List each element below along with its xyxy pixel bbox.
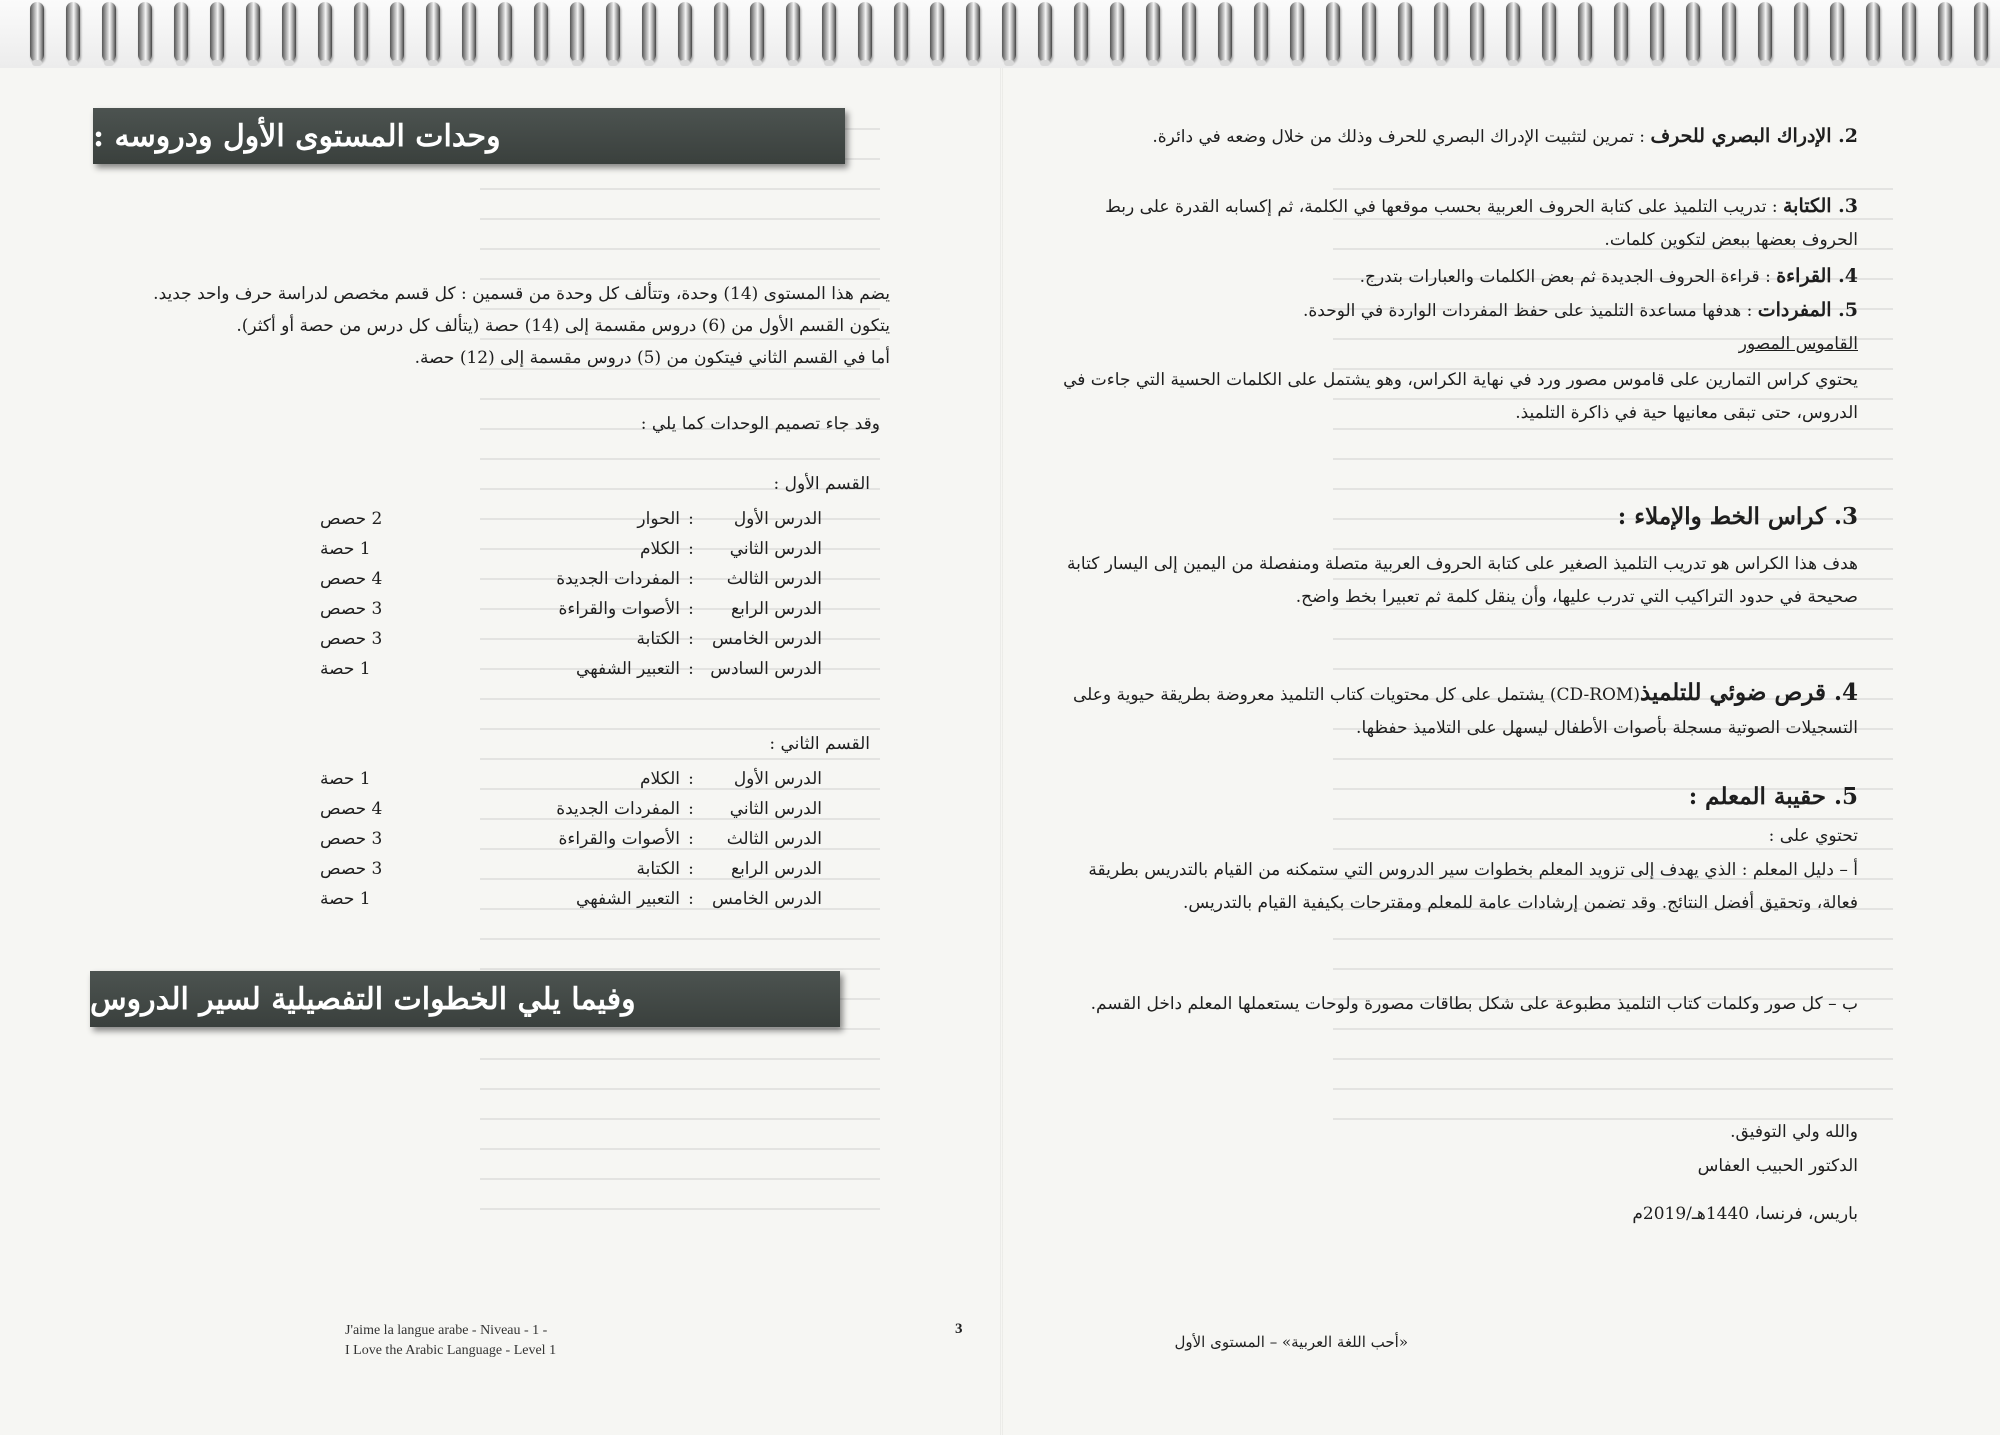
spiral-binding: [0, 0, 2000, 68]
item-title: 2. الإدراك البصري للحرف: [1650, 125, 1858, 147]
intro-line-2: يتكون القسم الأول من (6) دروس مقسمة إلى (14) حصة (يتألف كل درس من حصة أو أكثر).: [236, 316, 890, 336]
spiral-ring: [66, 2, 80, 62]
dictionary-text: يحتوي كراس التمارين على قاموس مصور ورد في نهاية الكراس، وهو يشتمل على الكلمات الحسية التي جاءت في الدروس، حتى تبقى معانيها حية في ذاكرة التلميذ.: [1063, 370, 1858, 423]
units-header: وحدات المستوى الأول ودروسه :: [93, 108, 845, 164]
lesson-topic: التعبير الشفهي: [576, 659, 680, 679]
item-text: : تدريب التلميذ على كتابة الحروف العربية بحسب موقعها في الكلمة، ثم إكسابه القدرة على ربط الحروف بعضها ببعض لتكوين كلمات.: [1105, 197, 1858, 250]
separator-colon: :: [688, 829, 694, 849]
lesson-row: [320, 504, 822, 534]
lesson-hours: 1 حصة: [320, 539, 371, 559]
item-visual-perception: [1058, 120, 1858, 154]
spiral-ring: [1146, 2, 1160, 62]
separator-colon: :: [688, 659, 694, 679]
spiral-ring: [1614, 2, 1628, 62]
place-date: باريس، فرنسا، 1440هـ/2019م: [1632, 1204, 1858, 1224]
lesson-name: الدرس الرابع: [731, 599, 822, 619]
separator-colon: :: [688, 889, 694, 909]
spiral-ring: [1542, 2, 1556, 62]
lesson-hours: 3 حصص: [320, 599, 383, 619]
lesson-row: [320, 824, 822, 854]
lesson-name: الدرس الثاني: [729, 799, 822, 819]
steps-header: وفيما يلي الخطوات التفصيلية لسير الدروس: [90, 971, 840, 1027]
spiral-ring: [1362, 2, 1376, 62]
item-vocabulary: [1058, 294, 1858, 328]
page-number: 3: [955, 1321, 963, 1337]
spiral-ring: [1974, 2, 1988, 62]
spiral-ring: [678, 2, 692, 62]
closing-line: والله ولي التوفيق.: [1730, 1122, 1858, 1142]
item-title: 4. القراءة: [1776, 265, 1858, 287]
spiral-ring: [714, 2, 728, 62]
lesson-topic: المفردات الجديدة: [556, 799, 680, 819]
lesson-row: [320, 654, 822, 684]
footer-french: J'aime la langue arabe - Niveau - 1 -: [345, 1323, 548, 1338]
lesson-topic: المفردات الجديدة: [556, 569, 680, 589]
spiral-ring: [210, 2, 224, 62]
lesson-topic: الكلام: [640, 769, 680, 789]
lesson-hours: 3 حصص: [320, 629, 383, 649]
spiral-ring: [606, 2, 620, 62]
spiral-ring: [858, 2, 872, 62]
lesson-hours: 1 حصة: [320, 769, 371, 789]
separator-colon: :: [688, 859, 694, 879]
spiral-ring: [282, 2, 296, 62]
spiral-ring: [246, 2, 260, 62]
lesson-row: [320, 564, 822, 594]
spiral-ring: [750, 2, 764, 62]
section3-title: 3. كراس الخط والإملاء :: [1617, 503, 1858, 530]
spiral-ring: [1686, 2, 1700, 62]
design-line: وقد جاء تصميم الوحدات كما يلي :: [640, 414, 880, 434]
lesson-topic: الحوار: [637, 509, 680, 529]
lesson-hours: 3 حصص: [320, 859, 383, 879]
lesson-hours: 4 حصص: [320, 799, 383, 819]
lesson-name: الدرس الثالث: [726, 829, 822, 849]
section4: [1058, 676, 1858, 745]
separator-colon: :: [688, 629, 694, 649]
section1-table: [320, 504, 822, 684]
separator-colon: :: [688, 509, 694, 529]
section2-table: [320, 764, 822, 914]
lesson-hours: 1 حصة: [320, 889, 371, 909]
left-page: [0, 68, 1000, 1435]
spiral-ring: [966, 2, 980, 62]
spiral-ring: [1002, 2, 1016, 62]
lesson-name: الدرس الخامس: [711, 889, 822, 909]
spiral-ring: [534, 2, 548, 62]
spiral-ring: [354, 2, 368, 62]
item-text: : هدفها مساعدة التلميذ على حفظ المفردات الواردة في الوحدة.: [1302, 301, 1758, 321]
spiral-ring: [822, 2, 836, 62]
lesson-hours: 3 حصص: [320, 829, 383, 849]
section2-title: القسم الثاني :: [769, 734, 870, 754]
section1-title: القسم الأول :: [773, 474, 870, 494]
lesson-topic: التعبير الشفهي: [576, 889, 680, 909]
spiral-ring: [786, 2, 800, 62]
spiral-ring: [930, 2, 944, 62]
item-reading: [1058, 260, 1858, 294]
lesson-topic: الأصوات والقراءة: [558, 829, 680, 849]
lesson-hours: 4 حصص: [320, 569, 383, 589]
spiral-ring: [570, 2, 584, 62]
item-title: 5. المفردات: [1757, 299, 1858, 321]
lesson-name: الدرس الثالث: [726, 569, 822, 589]
spiral-ring: [30, 2, 44, 62]
spiral-ring: [1434, 2, 1448, 62]
lesson-name: الدرس السادس: [710, 659, 822, 679]
section4-title: 4. قرص ضوئي للتلميذ: [1639, 679, 1858, 706]
intro-line-3: أما في القسم الثاني فيتكون من (5) دروس مقسمة إلى (12) حصة.: [414, 348, 890, 368]
item-writing: [1058, 190, 1858, 257]
spiral-ring: [498, 2, 512, 62]
spiral-ring: [1038, 2, 1052, 62]
lesson-hours: 2 حصص: [320, 509, 383, 529]
spiral-ring: [1902, 2, 1916, 62]
spiral-ring: [1794, 2, 1808, 62]
spiral-ring: [390, 2, 404, 62]
right-footer: «أحب اللغة العربية» – المستوى الأول: [1174, 1333, 1408, 1351]
separator-colon: :: [688, 799, 694, 819]
lesson-row: [320, 884, 822, 914]
spiral-ring: [1290, 2, 1304, 62]
spiral-ring: [642, 2, 656, 62]
section5-title: 5. حقيبة المعلم :: [1688, 783, 1858, 810]
separator-colon: :: [688, 769, 694, 789]
spiral-ring: [102, 2, 116, 62]
item-text: : قراءة الحروف الجديدة ثم بعض الكلمات والعبارات بتدرج.: [1359, 267, 1777, 287]
lesson-name: الدرس الأول: [733, 509, 822, 529]
footer-english: I Love the Arabic Language - Level 1: [345, 1343, 557, 1358]
lesson-topic: الأصوات والقراءة: [558, 599, 680, 619]
section5-item-b: ب – كل صور وكلمات كتاب التلميذ مطبوعة على شكل بطاقات مصورة ولوحات يستعملها المعلم داخل القسم.: [1090, 994, 1858, 1014]
separator-colon: :: [688, 599, 694, 619]
lesson-topic: الكلام: [640, 539, 680, 559]
lesson-row: [320, 854, 822, 884]
spiral-ring: [1938, 2, 1952, 62]
lesson-name: الدرس الأول: [733, 769, 822, 789]
right-page: [1003, 68, 2000, 1435]
spiral-ring: [1758, 2, 1772, 62]
spiral-ring: [1866, 2, 1880, 62]
spiral-ring: [1830, 2, 1844, 62]
spiral-ring: [1218, 2, 1232, 62]
item-title: 3. الكتابة: [1782, 195, 1858, 217]
lesson-name: الدرس الرابع: [731, 859, 822, 879]
lesson-name: الدرس الثاني: [729, 539, 822, 559]
lesson-name: الدرس الخامس: [711, 629, 822, 649]
lesson-row: [320, 594, 822, 624]
spiral-ring: [1326, 2, 1340, 62]
spiral-ring: [1398, 2, 1412, 62]
spiral-ring: [1722, 2, 1736, 62]
spiral-ring: [1470, 2, 1484, 62]
spiral-ring: [1254, 2, 1268, 62]
lesson-hours: 1 حصة: [320, 659, 371, 679]
item-text: : تمرين لتثبيت الإدراك البصري للحرف وذلك من خلال وضعه في دائرة.: [1152, 127, 1651, 147]
spiral-ring: [1650, 2, 1664, 62]
lesson-row: [320, 624, 822, 654]
lesson-row: [320, 794, 822, 824]
spiral-ring: [462, 2, 476, 62]
spiral-ring: [1578, 2, 1592, 62]
separator-colon: :: [688, 569, 694, 589]
spiral-ring: [1110, 2, 1124, 62]
section4-text: (CD-ROM) يشتمل على كل محتويات كتاب التلميذ معروضة بطريقة حيوية وعلى التسجيلات الصوتية مسجلة بأصوات الأطفال ليسهل على التلاميذ حفظها.: [1072, 685, 1858, 738]
spiral-ring: [138, 2, 152, 62]
section5-item-a: أ – دليل المعلم : الذي يهدف إلى تزويد المعلم بخطوات سير الدروس التي ستمكنه من القيام بالتدريس بطريقة فعالة، وتحقيق أفضل النتائج. وقد تضمن إرشادات عامة للمعلم ومقترحات بكيفية القيام بالتدريس.: [1088, 860, 1858, 913]
author-name: الدكتور الحبيب العفاس: [1697, 1156, 1858, 1176]
spiral-ring: [1182, 2, 1196, 62]
lesson-topic: الكتابة: [636, 859, 680, 879]
spiral-ring: [894, 2, 908, 62]
lesson-row: [320, 764, 822, 794]
section5-contains: تحتوي على :: [1768, 826, 1858, 846]
lesson-topic: الكتابة: [636, 629, 680, 649]
spiral-ring: [1074, 2, 1088, 62]
spiral-ring: [1506, 2, 1520, 62]
spiral-ring: [426, 2, 440, 62]
section3-text: هدف هذا الكراس هو تدريب التلميذ الصغير على كتابة الحروف العربية متصلة ومنفصلة من اليمين إلى اليسار كتابة صحيحة في حدود التراكيب التي تدرب عليها، وأن ينقل كلمة ثم تعبيرا بخط واضح.: [1067, 554, 1858, 607]
spiral-ring: [174, 2, 188, 62]
lesson-row: [320, 534, 822, 564]
dictionary-title: القاموس المصور: [1738, 334, 1858, 354]
spiral-ring: [318, 2, 332, 62]
intro-line-1: يضم هذا المستوى (14) وحدة، وتتألف كل وحدة من قسمين : كل قسم مخصص لدراسة حرف واحد جديد.: [153, 284, 890, 304]
intro-paragraph: [90, 278, 890, 374]
separator-colon: :: [688, 539, 694, 559]
